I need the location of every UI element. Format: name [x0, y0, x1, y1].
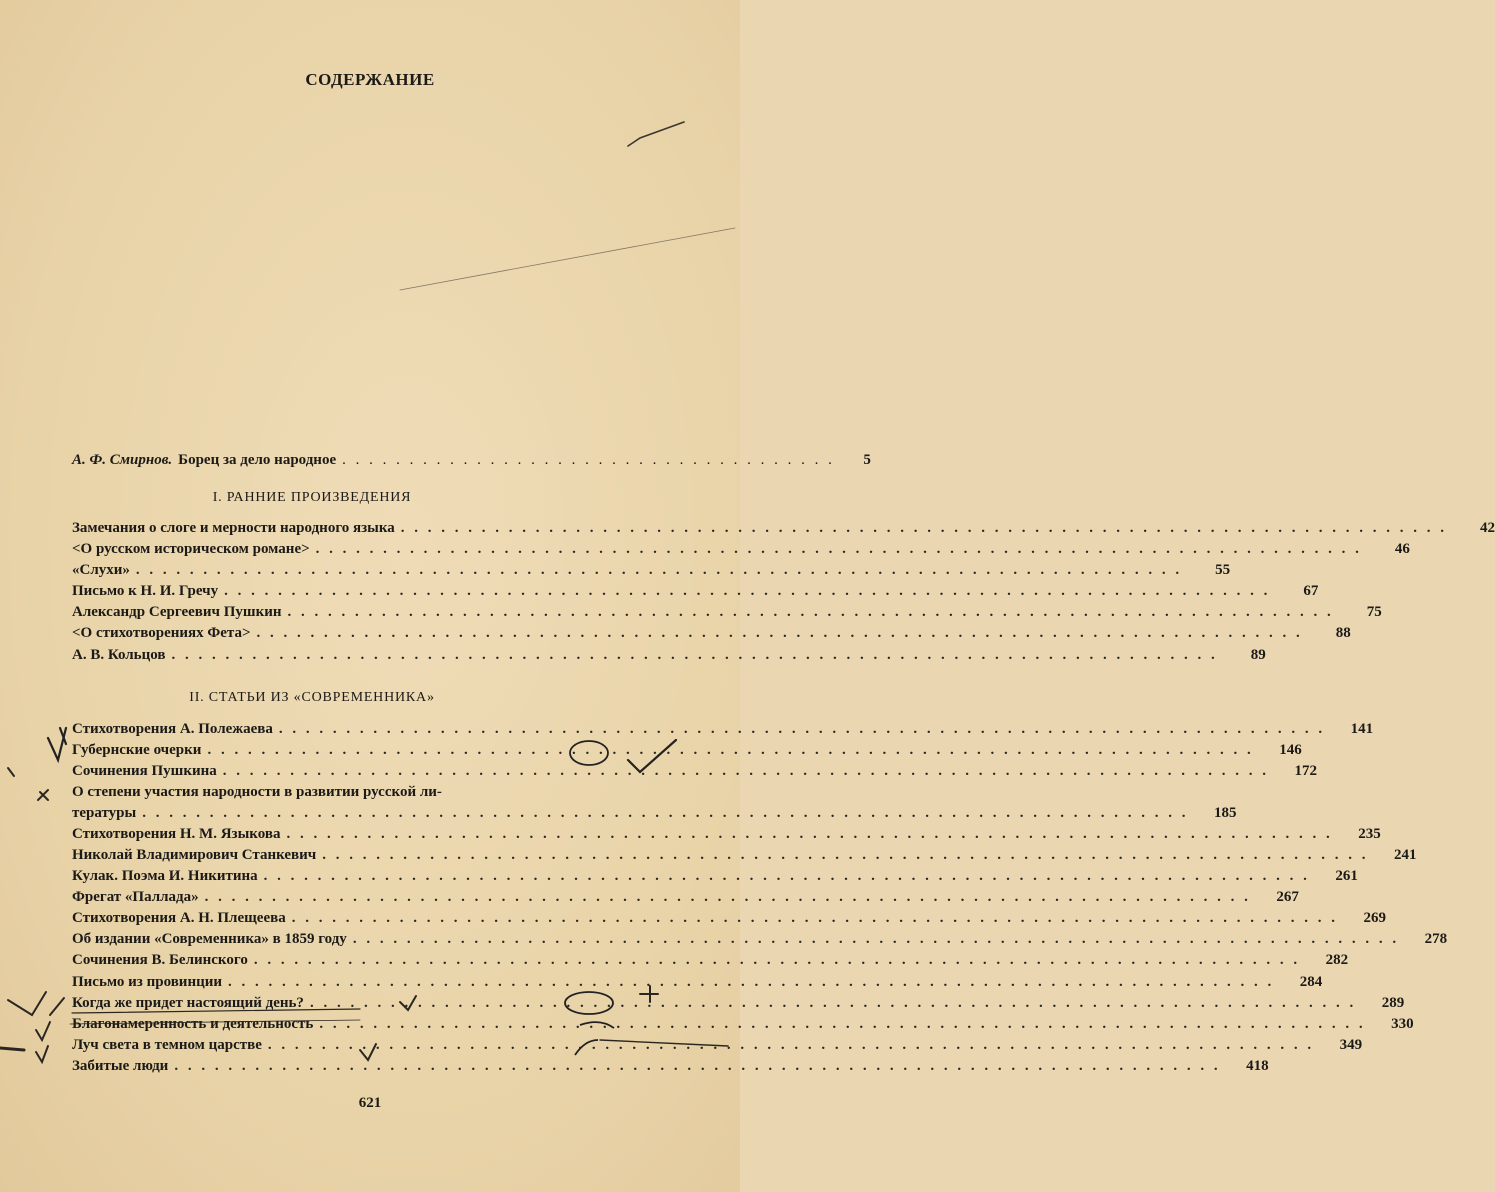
entry-page: 67: [1303, 583, 1319, 600]
page-title: СОДЕРЖАНИЕ: [305, 70, 435, 89]
entry-page: 75: [1366, 604, 1382, 621]
entry-title: Письмо к Н. И. Гречу: [72, 583, 219, 600]
pencil-tick-icon: [400, 122, 735, 290]
entry-page: 269: [1363, 910, 1386, 927]
entry-title: Сочинения Пушкина: [72, 763, 217, 780]
leader-dots: [136, 562, 1182, 579]
entry-page: 241: [1394, 846, 1417, 863]
entry-title: Письмо из провинции: [72, 973, 223, 990]
toc-entry: [72, 994, 1405, 1016]
entry-title: Кулак. Поэма И. Никитина: [72, 868, 258, 885]
entry-title: Стихотворения А. Н. Плещеева: [72, 910, 286, 927]
page-number: 621: [358, 1095, 382, 1111]
entry-page: 172: [1294, 763, 1318, 780]
leader-dots: [174, 1058, 1220, 1075]
toc-entry: [72, 721, 1374, 742]
leader-dots: [286, 826, 1332, 843]
entry-page: 185: [1213, 804, 1237, 821]
leader-dots: [279, 721, 1325, 738]
entry-title: <О стихотворениях Фета>: [72, 625, 251, 642]
intro-title: Борец за дело народное: [178, 452, 337, 468]
leader-dots: [254, 952, 1300, 969]
entry-title: «Слухи»: [72, 562, 130, 579]
entry-title: Об издании «Современника» в 1859 году: [72, 931, 347, 948]
toc-entry: [72, 742, 1302, 763]
leader-dots: [353, 931, 1399, 948]
toc-entry: [72, 541, 1410, 562]
entry-page: 46: [1394, 541, 1410, 558]
leader-dots: [310, 995, 1356, 1012]
section-heading-2: II. СТАТЬИ ИЗ «СОВРЕМЕННИКА»: [189, 690, 435, 705]
leader-dots: [288, 604, 1334, 621]
entry-page: 235: [1358, 825, 1381, 842]
entry-page: 55: [1215, 562, 1231, 579]
entry-title: Луч света в темном царстве: [72, 1036, 262, 1053]
leader-dots: [142, 805, 1188, 822]
leader-dots: [322, 847, 1368, 864]
leader-dots: [319, 1016, 1365, 1033]
toc-entry: [72, 763, 1318, 784]
toc-entry: [72, 931, 1448, 952]
leader-dots: . . . . . . . . . . . . . . . . . . . . . . . . . . . . . . . . . . . . .: [342, 452, 835, 468]
entry-page: 284: [1299, 973, 1323, 990]
toc-entry: [72, 784, 602, 805]
entry-page: 349: [1339, 1036, 1363, 1053]
entry-title: Забитые люди: [72, 1057, 169, 1074]
toc-entry: [72, 825, 1381, 847]
leader-dots: [207, 742, 1253, 759]
toc-entry: [72, 973, 1323, 995]
toc-entry: [72, 646, 1266, 668]
toc-entry: [72, 804, 1237, 826]
entry-title: О степени участия народности в развитии русской ли-: [72, 784, 442, 801]
toc-entry: [72, 604, 1382, 625]
toc-entry: [72, 625, 1351, 646]
intro-page: 5: [863, 452, 871, 468]
toc-section-2: [72, 721, 1448, 1079]
entry-page: 267: [1276, 889, 1299, 906]
leader-dots: [401, 520, 1447, 537]
toc-entry: [72, 952, 1349, 973]
leader-dots: [316, 541, 1362, 558]
entry-page: 261: [1335, 868, 1358, 885]
leader-dots: [223, 763, 1269, 780]
entry-title: Стихотворения А. Полежаева: [72, 721, 273, 737]
leader-dots: [292, 910, 1338, 927]
toc-entry: [72, 910, 1386, 931]
entry-page: 141: [1350, 721, 1374, 737]
entry-title: Губернские очерки: [72, 742, 202, 759]
section-heading-1: I. РАННИЕ ПРОИЗВЕДЕНИЯ: [212, 490, 412, 505]
entry-title: Александр Сергеевич Пушкин: [72, 604, 282, 621]
entry-title: А. В. Кольцов: [72, 646, 166, 663]
entry-title: Замечания о слоге и мерности народного языка: [72, 520, 395, 536]
intro-author: А. Ф. Смирнов.: [72, 452, 173, 468]
entry-page: 289: [1381, 994, 1405, 1011]
leader-dots: [228, 974, 1274, 991]
entry-page: 146: [1279, 742, 1302, 759]
entry-page: 88: [1335, 625, 1351, 642]
toc-section-1: [72, 520, 1495, 668]
toc-entry: [72, 562, 1231, 583]
entry-title: тературы: [72, 804, 137, 821]
toc-entry: [72, 846, 1417, 868]
toc-entry: [72, 583, 1319, 604]
toc-entry: [72, 520, 1495, 541]
entry-title: Стихотворения Н. М. Языкова: [72, 825, 281, 842]
entry-page: 282: [1325, 952, 1349, 969]
entry-title: Фрегат «Паллада»: [72, 889, 199, 906]
entry-page: 42: [1480, 520, 1495, 536]
toc-intro-entry: [72, 452, 871, 469]
leader-dots: [257, 625, 1303, 642]
leader-dots: [268, 1037, 1314, 1054]
entry-title: Сочинения В. Белинского: [72, 952, 248, 969]
toc-entry: [72, 1057, 1269, 1079]
leader-dots: [172, 647, 1218, 664]
toc-entry: [72, 1015, 1414, 1037]
leader-dots: [205, 889, 1251, 906]
toc-entry: [72, 889, 1299, 910]
toc-entry: [72, 1036, 1363, 1058]
entry-page: 89: [1250, 646, 1266, 663]
entry-page: 330: [1391, 1015, 1414, 1032]
entry-page: 278: [1424, 931, 1448, 948]
entry-title: Благонамеренность и деятельность: [72, 1015, 314, 1032]
toc-entry: [72, 868, 1358, 889]
entry-title: Николай Владимирович Станкевич: [72, 846, 317, 863]
entry-title: <О русском историческом романе>: [72, 541, 310, 558]
leader-dots: [224, 583, 1270, 600]
leader-dots: [264, 868, 1310, 885]
entry-title: Когда же придет настоящий день?: [72, 994, 304, 1011]
entry-page: 418: [1246, 1057, 1269, 1074]
